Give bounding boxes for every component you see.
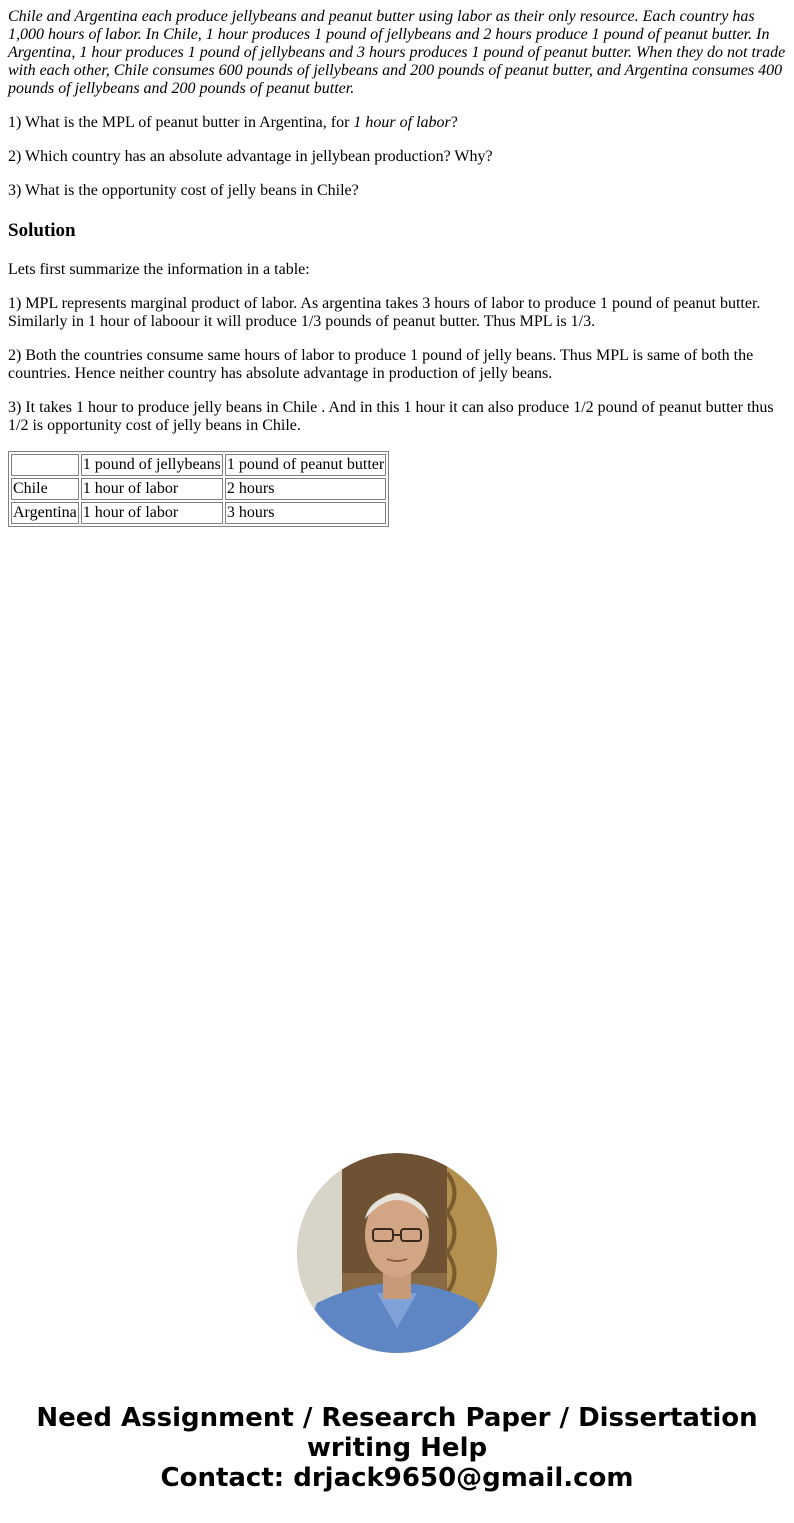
solution-summary: Lets first summarize the information in a table: [8, 261, 310, 278]
solution-heading: Solution [8, 220, 76, 241]
table-cell: Argentina [11, 502, 79, 524]
answer-2: 2) Both the countries consume same hours of labor to produce 1 pound of jelly beans. Thus MPL is same of both the countries. Hence neither country has absolute advantage in production of jelly beans. [8, 347, 754, 382]
answer-3: 3) It takes 1 hour to produce jelly beans in Chile . And in this 1 hour it can also produce 1/2 pound of peanut butter thus 1/2 is opportunity cost of jelly beans in Chile. [8, 399, 774, 434]
question-intro: Chile and Argentina each produce jellybeans and peanut butter using labor as their only resource. Each country has 1,000 hours of labor. In Chile, 1 hour produces 1 pound of jellybeans and 2 hours produce 1 pound of peanut butter. In Argentina, 1 hour produces 1 pound of jellybeans and 3 hours produces 1 pound of peanut butter. When they do not trade with each other, Chile consumes 600 pounds of jellybeans and 200 pounds of peanut butter, and Argentina consumes 400 pounds of jellybeans and 200 pounds of peanut butter. [8, 8, 786, 97]
table-cell: 3 hours [225, 502, 386, 524]
table-cell: 1 hour of labor [81, 478, 223, 500]
person-photo-icon [297, 1153, 497, 1353]
table-row [11, 478, 386, 500]
table-header-cell: 1 pound of peanut butter [225, 454, 386, 476]
question-1 [8, 114, 788, 132]
footer-line-1: Need Assignment / Research Paper / Dissertation [36, 1403, 758, 1433]
footer-line-2: writing Help [306, 1433, 488, 1463]
table-cell: 1 hour of labor [81, 502, 223, 524]
question-3: 3) What is the opportunity cost of jelly beans in Chile? [8, 182, 359, 199]
table-row [11, 502, 386, 524]
table-header-cell [11, 454, 79, 476]
answer-1: 1) MPL represents marginal product of labor. As argentina takes 3 hours of labor to produce 1 pound of peanut butter. Similarly in 1 hour of laboour it will produce 1/3 pounds of peanut butter. Thus MPL is 1/3. [8, 295, 761, 330]
question-2: 2) Which country has an absolute advantage in jellybean production? Why? [8, 148, 493, 165]
footer-contact-line: Contact: drjack9650@gmail.com [160, 1463, 634, 1493]
table-cell: 2 hours [225, 478, 386, 500]
question-1-italic: 1 hour of labor [353, 114, 451, 131]
table-header-cell: 1 pound of jellybeans [81, 454, 223, 476]
document-body [8, 8, 788, 527]
table-header-row [11, 454, 386, 476]
table-cell: Chile [11, 478, 79, 500]
summary-table [8, 451, 389, 527]
question-1-prefix: 1) What is the MPL of peanut butter in Argentina, for [8, 114, 354, 131]
question-1-suffix: ? [450, 114, 458, 131]
contact-footer [0, 1403, 794, 1493]
avatar [297, 1153, 497, 1353]
